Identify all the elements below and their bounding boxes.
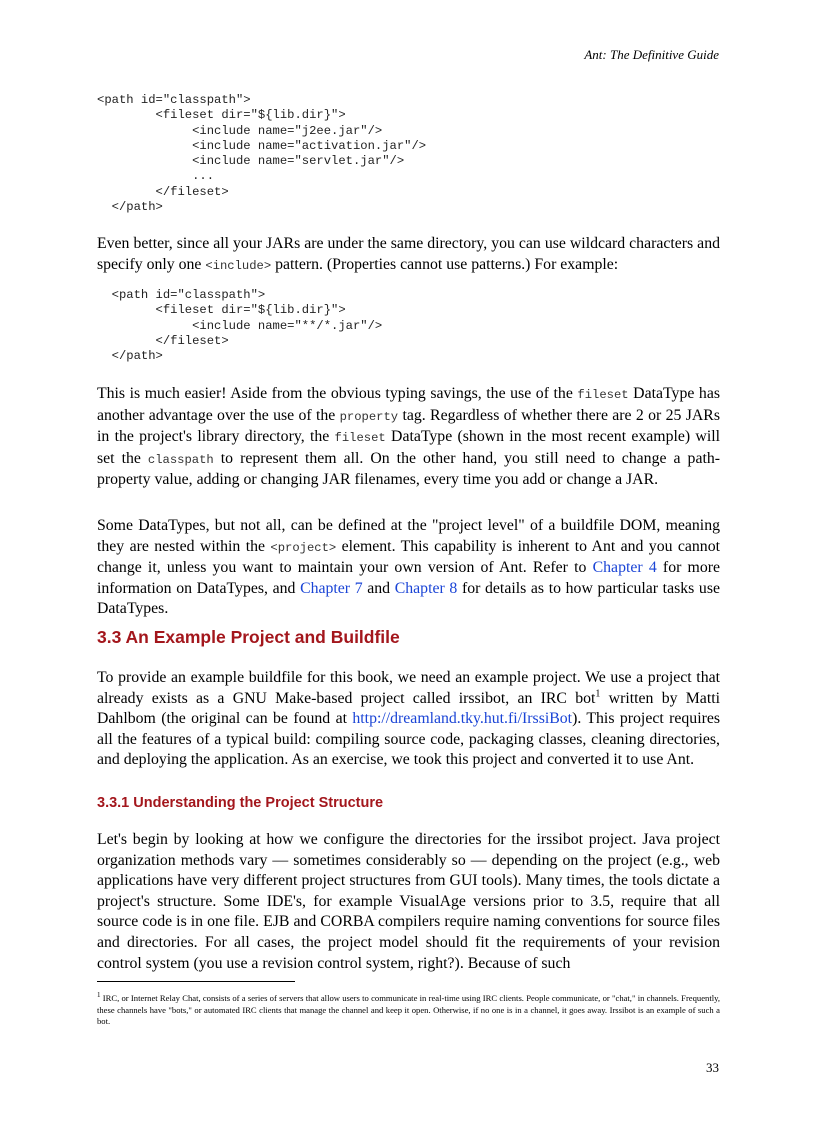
link-chapter-7[interactable]: Chapter 7 [300, 579, 363, 597]
page-number: 33 [706, 1060, 719, 1075]
inline-code-fileset: fileset [334, 431, 386, 446]
footnote-ref[interactable]: 1 [595, 688, 601, 700]
footnote-mark: 1 [97, 991, 101, 1000]
link-chapter-4[interactable]: Chapter 4 [592, 559, 657, 577]
code-block-classpath-explicit: <path id="classpath"> <fileset dir="${lib.dir}"> <include name="j2ee.jar"/> <include name="activation.jar"/> <include name="servlet.jar"/> ... </fileset> </path> [97, 93, 427, 215]
subsection-heading-3-3-1: 3.3.1 Understanding the Project Structure [97, 795, 384, 811]
paragraph-wildcard: Even better, since all your JARs are under the same directory, you can use wildcard characters and specify only one <include> pattern. (Properties cannot use patterns.) For example: [97, 235, 720, 273]
paragraph-fileset-advantage: This is much easier! Aside from the obvious typing savings, the use of the fileset DataType has another advantage over the use of the property tag. Regardless of whether there are 2 or 25 JARs in the project's library directory, the fileset DataType (shown in the most recent example) will set the classpath to represent them all. On the other hand, you still need to change a path-property value, adding or changing JAR filenames, every time you add or change a JAR. [97, 385, 721, 489]
inline-code-classpath: classpath [147, 452, 214, 467]
paragraph-example-project: To provide an example buildfile for this book, we need an example project. We use a project that already exists as a GNU Make-based project called irssibot, an IRC bot$^1$ written by Matti Dahlbom (the original can be found at http://dreamland.tky.hut.fi/IrssiBot). This project requires all the features of a typical build: compiling source code, packaging classes, cleaning directories, and deploying the application. As an exercise, we took this project and converted it to use Ant. [97, 669, 721, 769]
footnote-divider [97, 981, 295, 982]
inline-code-project: <project> [270, 540, 337, 555]
paragraph-project-structure: Let's begin by looking at how we configure the directories for the irssibot project. Java project organization methods vary — sometimes considerably so — depending on the project (e.g., web applications have very different project structures from GUI tools). Many times, the tools dictate a project's structure. Some IDE's, for example VisualAge versions prior to 3.5, require that all source code is in one file. EJB and CORBA compilers require naming conventions for source files and directories. For all cases, the project model should fit the requirements of your revision control system (you use a revision control system, right?). Because of such [97, 831, 720, 972]
section-heading-3-3: 3.3 An Example Project and Buildfile [97, 627, 400, 647]
inline-code-property: property [339, 409, 399, 424]
link-chapter-8[interactable]: Chapter 8 [394, 579, 458, 597]
link-irssibot-url[interactable]: http://dreamland.tky.hut.fi/IrssiBot [352, 710, 573, 728]
running-header: Ant: The Definitive Guide [584, 47, 719, 62]
code-block-classpath-wildcard: <path id="classpath"> <fileset dir="${lib.dir}"> <include name="**/*.jar"/> </fileset> </path> [111, 288, 383, 364]
footnote: $^1$ IRC, or Internet Relay Chat, consists of a series of servers that allow users to communicate in real-time using IRC clients. People communicate, or "chat," in channels. Frequently, these channels have "bots," or automated IRC clients that manage the channel and keep it open. Otherwise, if no one is in a channel, it goes away. Irssibot is an example of such a bot. [97, 991, 720, 1027]
inline-code-include: <include> [205, 258, 272, 273]
inline-code-fileset: fileset [577, 388, 629, 402]
paragraph-project-level: Some DataTypes, but not all, can be defined at the "project level" of a buildfile DOM, meaning they are nested within the <project> element. This capability is inherent to Ant and you cannot change it, unless you want to maintain your own version of Ant. Refer to Chapter 4 for more information on DataTypes, and Chapter 7 and Chapter 8 for details as to how particular tasks use DataTypes. [97, 517, 721, 618]
